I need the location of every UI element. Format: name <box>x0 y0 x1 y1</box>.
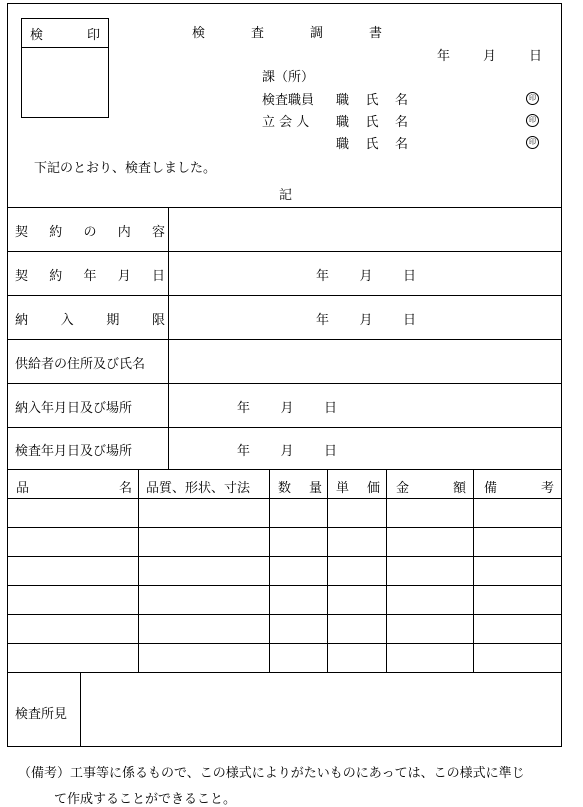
ymd-char: 日 <box>402 313 416 328</box>
label-char: 年 <box>83 269 97 284</box>
ymd-char: 月 <box>359 269 373 284</box>
header-char: 名 <box>118 481 132 496</box>
stamp-header <box>22 19 108 48</box>
witness-role: 立 会 人 <box>262 115 310 130</box>
divider <box>7 527 562 528</box>
ymd-char: 年 <box>316 313 330 328</box>
document-title <box>192 22 382 41</box>
header-char: 額 <box>452 481 466 496</box>
title-char: 調 <box>309 26 323 41</box>
header-char: 価 <box>366 481 380 496</box>
ymd-char: 年 <box>316 269 330 284</box>
label-char: 契 <box>15 269 29 284</box>
ymd-char: 月 <box>280 401 294 416</box>
title-char: 書 <box>368 26 382 41</box>
label-char: 日 <box>151 269 165 284</box>
divider <box>7 427 562 428</box>
stamp-label-right: 印 <box>86 27 100 43</box>
divider <box>7 251 562 252</box>
divider <box>138 469 139 672</box>
header-char: 品 <box>16 481 30 496</box>
title-char: 査 <box>250 26 264 41</box>
name-char: 氏 <box>365 137 379 152</box>
inspection-date-value <box>237 440 337 459</box>
opinion-label: 検査所見 <box>15 707 68 722</box>
header-item-name <box>16 477 132 496</box>
divider <box>168 207 169 469</box>
date-month: 月 <box>482 49 496 64</box>
name-char: 氏 <box>365 93 379 108</box>
header-quality: 品質、形状、寸法 <box>146 481 251 496</box>
label-char: 限 <box>151 313 165 328</box>
official-name-label <box>336 133 408 152</box>
row-label-delivery-date-place: 納入年月日及び場所 <box>15 401 133 416</box>
label-char: 約 <box>49 269 63 284</box>
witness-name-label <box>336 111 408 130</box>
divider <box>7 383 562 384</box>
delivery-date-value <box>237 397 337 416</box>
inspector-name-label <box>336 89 408 108</box>
header-char: 備 <box>484 481 498 496</box>
divider <box>7 498 562 499</box>
row-label-contract-content <box>15 221 165 240</box>
divider <box>386 469 387 672</box>
row-label-supplier: 供給者の住所及び氏名 <box>15 357 146 372</box>
header-char: 考 <box>540 481 554 496</box>
date-day: 日 <box>528 49 542 64</box>
inspector-role: 検査職員 <box>262 93 315 108</box>
header-char: 単 <box>336 481 350 496</box>
label-char: 容 <box>151 225 165 240</box>
divider <box>473 469 474 672</box>
header-date <box>437 45 542 64</box>
name-char: 名 <box>394 137 408 152</box>
divider <box>7 614 562 615</box>
stamp-label-left: 検 <box>30 27 44 43</box>
label-char: 期 <box>106 313 120 328</box>
ymd-char: 月 <box>280 444 294 459</box>
name-char: 名 <box>394 93 408 108</box>
statement-text: 下記のとおり、検査しました。 <box>34 161 217 176</box>
note-line-1: （備考）工事等に係るもので、この様式によりがたいものにあっては、この様式に準じ <box>18 766 525 781</box>
seal-mark-icon: 印 <box>526 136 539 149</box>
ymd-char: 日 <box>323 444 337 459</box>
name-char: 職 <box>336 137 350 152</box>
name-char: 氏 <box>365 115 379 130</box>
ki-label: 記 <box>279 188 293 203</box>
date-year: 年 <box>437 49 451 64</box>
divider <box>327 469 328 672</box>
header-char: 量 <box>308 481 322 496</box>
inspection-stamp-box <box>21 18 109 118</box>
title-char: 検 <box>192 26 206 41</box>
header-char: 金 <box>396 481 410 496</box>
delivery-deadline-value <box>316 309 416 328</box>
divider <box>7 339 562 340</box>
divider <box>7 672 562 673</box>
label-char: 約 <box>49 225 63 240</box>
header-amount <box>396 477 466 496</box>
label-char: 納 <box>15 313 29 328</box>
label-char: 契 <box>15 225 29 240</box>
divider <box>7 643 562 644</box>
name-char: 名 <box>394 115 408 130</box>
header-remarks <box>484 477 554 496</box>
divider <box>269 469 270 672</box>
divider <box>7 556 562 557</box>
label-char: の <box>83 225 97 240</box>
row-label-inspection-date-place: 検査年月日及び場所 <box>15 444 133 459</box>
name-char: 職 <box>336 93 350 108</box>
contract-date-value <box>316 265 416 284</box>
name-char: 職 <box>336 115 350 130</box>
divider <box>7 207 562 208</box>
seal-mark-icon: 印 <box>526 92 539 105</box>
ymd-char: 月 <box>359 313 373 328</box>
seal-mark-icon: 印 <box>526 114 539 127</box>
ymd-char: 年 <box>237 444 251 459</box>
note-line-2: て作成することができること。 <box>54 792 237 807</box>
label-char: 内 <box>117 225 131 240</box>
row-label-delivery-deadline <box>15 309 165 328</box>
label-char: 入 <box>60 313 74 328</box>
divider <box>7 295 562 296</box>
ymd-char: 年 <box>237 401 251 416</box>
divider <box>80 672 81 747</box>
header-unit-price <box>336 477 380 496</box>
row-label-contract-date <box>15 265 165 284</box>
divider <box>7 585 562 586</box>
label-char: 月 <box>117 269 131 284</box>
header-char: 数 <box>278 481 292 496</box>
ymd-char: 日 <box>323 401 337 416</box>
ymd-char: 日 <box>402 269 416 284</box>
section-label: 課（所） <box>262 70 315 85</box>
divider <box>7 469 562 470</box>
header-quantity <box>278 477 322 496</box>
